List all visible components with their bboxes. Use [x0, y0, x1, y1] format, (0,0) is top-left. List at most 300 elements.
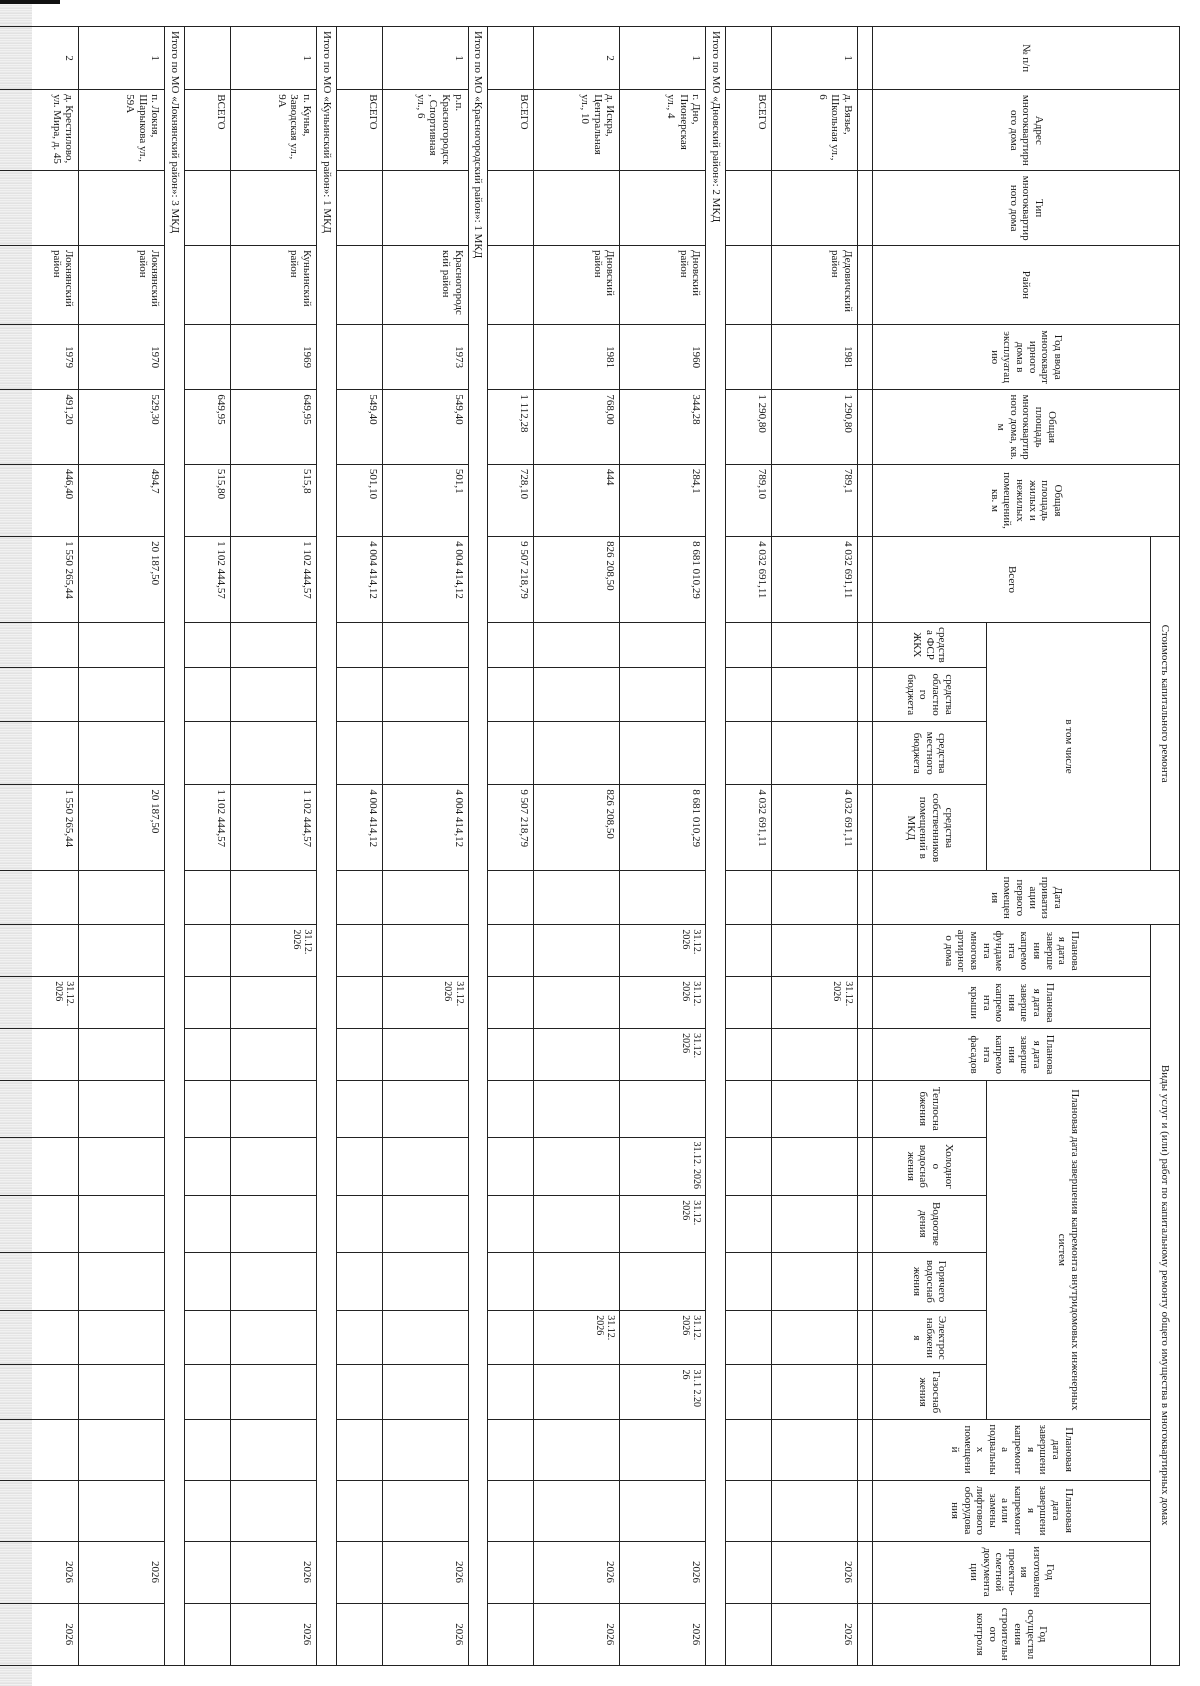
- cell-total: 4 004 414,12: [336, 537, 382, 623]
- cell-year: 1981: [772, 324, 858, 389]
- cell-local: [336, 722, 382, 785]
- cell-basement: [231, 1419, 317, 1480]
- cell-heat: [336, 1081, 382, 1137]
- cell-total: 4 032 691,11: [772, 537, 858, 623]
- cell-elevator: [0, 1480, 79, 1541]
- cell-facade: [336, 1029, 382, 1081]
- corner-mark: [0, 0, 60, 4]
- cell-address: д. Крестилово, ул. Мира, д. 45: [0, 90, 79, 171]
- cell-hotwater: [620, 1252, 706, 1311]
- cell-coldwater: [382, 1137, 468, 1196]
- cell-district: [336, 245, 382, 324]
- cell-hotwater: [336, 1252, 382, 1311]
- header-type: Тип многоквартирного дома: [873, 171, 1180, 245]
- group-label: Итого по МО «Красногородский район»: 1 МКД: [468, 27, 488, 1666]
- cell-hotwater: [231, 1252, 317, 1311]
- cell-facade: [488, 1029, 534, 1081]
- cell-facade: 31.12. 2026: [620, 1029, 706, 1081]
- cell-privatization: [488, 871, 534, 925]
- cell-area-total: 1 290,80: [772, 390, 858, 464]
- cell-privatization: [185, 871, 231, 925]
- cell-foundation: [534, 925, 620, 977]
- cell-regional: [534, 668, 620, 722]
- header-electric: Электроснабжения: [873, 1311, 987, 1365]
- cell-year: [726, 324, 772, 389]
- cell-address: д. Вязье, Школьная ул., 6: [772, 90, 858, 171]
- cell-no: 1: [79, 27, 165, 90]
- cell-facade: [0, 1029, 79, 1081]
- table-row: [79, 27, 165, 1666]
- cell-design-year: 2026: [0, 1541, 79, 1603]
- cell-area-total: 549,40: [382, 390, 468, 464]
- header-owners: средства собственников помещений в МКД: [873, 785, 987, 871]
- cell-roof: [185, 977, 231, 1029]
- cell-type: [185, 171, 231, 245]
- cell-address: п. Локня, Шарыкова ул., 59А: [79, 90, 165, 171]
- cell-design-year: [488, 1541, 534, 1603]
- cell-fund: [488, 622, 534, 667]
- table-row: [620, 27, 706, 1666]
- group-label: Итого по МО «Куньинский район»: 1 МКД: [317, 27, 337, 1666]
- cell-area-premises: 446,40: [0, 464, 79, 536]
- cell-sewer: [772, 1196, 858, 1252]
- cell-total: 1 102 444,57: [185, 537, 231, 623]
- group-label: Итого по МО «Дновский район»: 2 МКД: [706, 27, 726, 1666]
- cell-type: [382, 171, 468, 245]
- cell-heat: [488, 1081, 534, 1137]
- cell-roof: 31.12. 2026: [382, 977, 468, 1029]
- cell-basement: [336, 1419, 382, 1480]
- cell-coldwater: [534, 1137, 620, 1196]
- cell-fund: [534, 622, 620, 667]
- cell-area-premises: 515,80: [185, 464, 231, 536]
- cell-sewer: [336, 1196, 382, 1252]
- cell-address: ВСЕГО: [726, 90, 772, 171]
- header-roof: Плановая дата завершения капремонта крыши: [873, 977, 1151, 1029]
- cell-electric: [0, 1311, 79, 1365]
- cell-year: 1979: [0, 324, 79, 389]
- cell-owners: 1 102 444,57: [185, 785, 231, 871]
- header-design-year: Год изготовления проектно-сметной документации: [873, 1541, 1151, 1603]
- cell-foundation: [185, 925, 231, 977]
- cell-gas: [488, 1365, 534, 1419]
- cell-area-premises: 789,1: [772, 464, 858, 536]
- cell-fund: [79, 622, 165, 667]
- cell-gas: [772, 1365, 858, 1419]
- cell-address: д. Искра, Центральная ул., 10: [534, 90, 620, 171]
- cell-heat: [185, 1081, 231, 1137]
- table-row: [231, 27, 317, 1666]
- cell-elevator: [336, 1480, 382, 1541]
- cell-year: 1973: [382, 324, 468, 389]
- cell-area-total: 649,95: [231, 390, 317, 464]
- cell-fund: [382, 622, 468, 667]
- cell-local: [620, 722, 706, 785]
- cell-sewer: 31.12. 2026: [620, 1196, 706, 1252]
- cell-privatization: [726, 871, 772, 925]
- cell-total: 1 102 444,57: [231, 537, 317, 623]
- header-local: средства местного бюджета: [873, 722, 987, 785]
- cell-district: [726, 245, 772, 324]
- cell-facade: [382, 1029, 468, 1081]
- cell-coldwater: 31.12. 2026: [620, 1137, 706, 1196]
- cell-type: [772, 171, 858, 245]
- cell-gas: [0, 1365, 79, 1419]
- cell-privatization: [620, 871, 706, 925]
- cell-gas: [726, 1365, 772, 1419]
- cell-privatization: [79, 871, 165, 925]
- cell-foundation: [336, 925, 382, 977]
- cell-roof: 31.12. 2026: [772, 977, 858, 1029]
- cell-area-premises: 444: [534, 464, 620, 536]
- register-body: [0, 27, 858, 1666]
- cell-no: 1: [231, 27, 317, 90]
- cell-foundation: [772, 925, 858, 977]
- cell-hotwater: [726, 1252, 772, 1311]
- cell-no: [488, 27, 534, 90]
- cell-regional: [231, 668, 317, 722]
- cell-control-year: [336, 1603, 382, 1665]
- cell-district: Куньинский район: [231, 245, 317, 324]
- cell-district: [488, 245, 534, 324]
- cell-area-total: 344,28: [620, 390, 706, 464]
- cell-electric: [488, 1311, 534, 1365]
- cell-foundation: [382, 925, 468, 977]
- cell-design-year: [185, 1541, 231, 1603]
- cell-elevator: [534, 1480, 620, 1541]
- header-elevator: Плановая дата завершения капремонта или замены лифтового оборудования: [873, 1480, 1151, 1541]
- cell-gas: [382, 1365, 468, 1419]
- cell-regional: [620, 668, 706, 722]
- cell-heat: [620, 1081, 706, 1137]
- cell-basement: [382, 1419, 468, 1480]
- cell-control-year: [726, 1603, 772, 1665]
- header-district: Район: [873, 245, 1180, 324]
- cell-no: 2: [534, 27, 620, 90]
- cell-fund: [620, 622, 706, 667]
- cell-owners: 20 187,50: [79, 785, 165, 871]
- header-works-group: Виды услуг и (или) работ по капитальному ремонту общего имущества в многоквартирных домах: [1151, 925, 1180, 1666]
- cell-owners: 4 004 414,12: [382, 785, 468, 871]
- cell-district: Дновский район: [534, 245, 620, 324]
- cell-roof: [231, 977, 317, 1029]
- cell-owners: 8 681 010,29: [620, 785, 706, 871]
- cell-area-total: 529,30: [79, 390, 165, 464]
- cell-sewer: [231, 1196, 317, 1252]
- cell-regional: [336, 668, 382, 722]
- cell-basement: [620, 1419, 706, 1480]
- header-coldwater: Холодного водоснабжения: [873, 1137, 987, 1196]
- cell-type: [0, 171, 79, 245]
- cell-regional: [79, 668, 165, 722]
- cell-heat: [231, 1081, 317, 1137]
- cell-no: 1: [772, 27, 858, 90]
- cell-facade: [185, 1029, 231, 1081]
- cell-heat: [534, 1081, 620, 1137]
- cell-coldwater: [79, 1137, 165, 1196]
- header-fund: средства ФСР ЖКХ: [873, 622, 987, 667]
- cell-electric: 31.12. 2026: [620, 1311, 706, 1365]
- cell-area-premises: 515,8: [231, 464, 317, 536]
- cell-local: [534, 722, 620, 785]
- cell-total: 4 032 691,11: [726, 537, 772, 623]
- cell-owners: 4 032 691,11: [726, 785, 772, 871]
- cell-basement: [185, 1419, 231, 1480]
- cell-area-total: 1 290,80: [726, 390, 772, 464]
- cell-facade: [231, 1029, 317, 1081]
- cell-total: 826 208,50: [534, 537, 620, 623]
- cell-facade: [726, 1029, 772, 1081]
- cell-address: ВСЕГО: [185, 90, 231, 171]
- cell-area-premises: 728,10: [488, 464, 534, 536]
- cell-type: [534, 171, 620, 245]
- cell-hotwater: [185, 1252, 231, 1311]
- cell-basement: [726, 1419, 772, 1480]
- cell-elevator: [726, 1480, 772, 1541]
- cell-elevator: [772, 1480, 858, 1541]
- cell-basement: [488, 1419, 534, 1480]
- cell-area-total: 549,40: [336, 390, 382, 464]
- cell-coldwater: [488, 1137, 534, 1196]
- cell-owners: 1 102 444,57: [231, 785, 317, 871]
- cell-fund: [726, 622, 772, 667]
- cell-owners: 4 032 691,11: [772, 785, 858, 871]
- cell-area-total: 1 112,28: [488, 390, 534, 464]
- cell-year: [336, 324, 382, 389]
- header-total: Всего: [873, 537, 1151, 623]
- cell-roof: 31.12. 2026: [0, 977, 79, 1029]
- cell-total: 20 187,50: [79, 537, 165, 623]
- cell-roof: [534, 977, 620, 1029]
- group-row: [317, 27, 337, 1666]
- cell-regional: [382, 668, 468, 722]
- cell-heat: [79, 1081, 165, 1137]
- cell-type: [336, 171, 382, 245]
- cell-regional: [0, 668, 79, 722]
- cell-fund: [772, 622, 858, 667]
- cell-total: 1 550 265,44: [0, 537, 79, 623]
- cell-gas: 31.1 2.20 26: [620, 1365, 706, 1419]
- cell-district: Дновский район: [620, 245, 706, 324]
- cell-gas: [336, 1365, 382, 1419]
- cell-type: [620, 171, 706, 245]
- cell-area-total: 768,00: [534, 390, 620, 464]
- cell-district: [185, 245, 231, 324]
- cell-hotwater: [0, 1252, 79, 1311]
- cell-sewer: [0, 1196, 79, 1252]
- header-gas: Газоснабжения: [873, 1365, 987, 1419]
- cell-sewer: [79, 1196, 165, 1252]
- cell-elevator: [185, 1480, 231, 1541]
- cell-no: [336, 27, 382, 90]
- cell-heat: [726, 1081, 772, 1137]
- cell-privatization: [231, 871, 317, 925]
- cell-hotwater: [79, 1252, 165, 1311]
- cell-control-year: 2026: [620, 1603, 706, 1665]
- cell-electric: [726, 1311, 772, 1365]
- cell-fund: [185, 622, 231, 667]
- cell-control-year: [79, 1603, 165, 1665]
- cell-fund: [231, 622, 317, 667]
- cell-local: [185, 722, 231, 785]
- cell-basement: [79, 1419, 165, 1480]
- cell-basement: [0, 1419, 79, 1480]
- cell-year: 1981: [534, 324, 620, 389]
- cell-basement: [534, 1419, 620, 1480]
- cell-regional: [185, 668, 231, 722]
- cell-regional: [488, 668, 534, 722]
- cell-facade: [534, 1029, 620, 1081]
- cell-privatization: [772, 871, 858, 925]
- cell-foundation: [0, 925, 79, 977]
- cell-type: [79, 171, 165, 245]
- header-year: Год ввода многоквартирного дома в эксплуатацию: [873, 324, 1180, 389]
- cell-heat: [382, 1081, 468, 1137]
- group-row: [165, 27, 185, 1666]
- repair-register-table: [0, 26, 1180, 1666]
- cell-foundation: 31.12. 2026: [620, 925, 706, 977]
- cell-sewer: [185, 1196, 231, 1252]
- cell-address: п. Кунья, Заводская ул., 9А: [231, 90, 317, 171]
- cell-elevator: [488, 1480, 534, 1541]
- cell-electric: [772, 1311, 858, 1365]
- cell-year: 1969: [231, 324, 317, 389]
- cell-owners: 826 208,50: [534, 785, 620, 871]
- cell-no: [185, 27, 231, 90]
- cell-design-year: [726, 1541, 772, 1603]
- cell-electric: 31.12. 2026: [534, 1311, 620, 1365]
- cell-local: [79, 722, 165, 785]
- cell-area-premises: 501,1: [382, 464, 468, 536]
- cell-control-year: 2026: [772, 1603, 858, 1665]
- cell-owners: 4 004 414,12: [336, 785, 382, 871]
- cell-total: 9 507 218,79: [488, 537, 534, 623]
- page-frame: [50, 26, 1180, 1666]
- cell-design-year: 2026: [620, 1541, 706, 1603]
- cell-heat: [0, 1081, 79, 1137]
- cell-year: [488, 324, 534, 389]
- rotated-sheet: [50, 26, 1180, 1666]
- cell-foundation: 31.12. 2026: [231, 925, 317, 977]
- cell-coldwater: [0, 1137, 79, 1196]
- cell-district: Красногородский район: [382, 245, 468, 324]
- cell-electric: [382, 1311, 468, 1365]
- cell-hotwater: [382, 1252, 468, 1311]
- cell-hotwater: [772, 1252, 858, 1311]
- cell-gas: [79, 1365, 165, 1419]
- group-label: Итого по МО «Локнянский район»: 3 МКД: [165, 27, 185, 1666]
- cell-coldwater: [726, 1137, 772, 1196]
- cell-no: 1: [382, 27, 468, 90]
- cell-coldwater: [231, 1137, 317, 1196]
- cell-roof: [488, 977, 534, 1029]
- cell-regional: [726, 668, 772, 722]
- header-foundation: Плановая дата завершения капремонта фундамента многоквартирного дома: [873, 925, 1151, 977]
- cell-heat: [772, 1081, 858, 1137]
- cell-design-year: 2026: [79, 1541, 165, 1603]
- cell-local: [726, 722, 772, 785]
- cell-type: [231, 171, 317, 245]
- cell-roof: [336, 977, 382, 1029]
- cell-elevator: [382, 1480, 468, 1541]
- cell-design-year: 2026: [231, 1541, 317, 1603]
- cell-privatization: [534, 871, 620, 925]
- cell-owners: 1 550 265,44: [0, 785, 79, 871]
- cell-area-premises: 501,10: [336, 464, 382, 536]
- cell-local: [772, 722, 858, 785]
- cell-sewer: [488, 1196, 534, 1252]
- header-sewer: Водоотведения: [873, 1196, 987, 1252]
- cell-coldwater: [185, 1137, 231, 1196]
- header-area-premises: Общая площадь жилых и нежилых помещений, кв. м: [873, 464, 1180, 536]
- cell-address: ВСЕГО: [488, 90, 534, 171]
- cell-gas: [231, 1365, 317, 1419]
- cell-area-total: 649,95: [185, 390, 231, 464]
- cell-design-year: [336, 1541, 382, 1603]
- header-address: Адрес многоквартирного дома: [873, 90, 1180, 171]
- header-privatization: Дата приватизации первого помещения: [873, 871, 1180, 925]
- cell-privatization: [0, 871, 79, 925]
- cell-elevator: [231, 1480, 317, 1541]
- header-cost-group: Стоимость капитального ремонта: [1151, 537, 1180, 871]
- header-basement: Плановая дата завершения капремонта подвальных помещений: [873, 1419, 1151, 1480]
- table-row: [534, 27, 620, 1666]
- header-systems-group: Плановая дата завершения капремонта внутридомовых инженерных систем: [986, 1081, 1150, 1420]
- cell-control-year: 2026: [231, 1603, 317, 1665]
- cell-type: [726, 171, 772, 245]
- cell-privatization: [382, 871, 468, 925]
- cell-elevator: [79, 1480, 165, 1541]
- table-row: [772, 27, 858, 1666]
- cell-coldwater: [336, 1137, 382, 1196]
- header-facade: Плановая дата завершения капремонта фасадов: [873, 1029, 1151, 1081]
- cell-facade: [79, 1029, 165, 1081]
- cell-local: [488, 722, 534, 785]
- cell-district: Дедовичский район: [772, 245, 858, 324]
- header-regional: средства областного бюджета: [873, 668, 987, 722]
- cell-electric: [185, 1311, 231, 1365]
- cell-address: р.п. Красногородск, Спортивная ул., 6: [382, 90, 468, 171]
- cell-control-year: [488, 1603, 534, 1665]
- cell-year: 1970: [79, 324, 165, 389]
- cell-roof: [79, 977, 165, 1029]
- cell-control-year: [185, 1603, 231, 1665]
- cell-gas: [185, 1365, 231, 1419]
- cell-facade: [772, 1029, 858, 1081]
- cell-hotwater: [488, 1252, 534, 1311]
- header-control-year: Год осуществления строительного контроля: [873, 1603, 1151, 1665]
- total-row: [336, 27, 382, 1666]
- cell-year: [185, 324, 231, 389]
- cell-electric: [231, 1311, 317, 1365]
- cell-fund: [336, 622, 382, 667]
- table-row: [382, 27, 468, 1666]
- cell-electric: [336, 1311, 382, 1365]
- cell-district: Локнянский район: [0, 245, 79, 324]
- cell-hotwater: [534, 1252, 620, 1311]
- cell-foundation: [488, 925, 534, 977]
- total-row: [488, 27, 534, 1666]
- cell-regional: [772, 668, 858, 722]
- cell-sewer: [726, 1196, 772, 1252]
- cell-design-year: 2026: [382, 1541, 468, 1603]
- header-incl: в том числе: [986, 622, 1150, 870]
- cell-design-year: 2026: [772, 1541, 858, 1603]
- cell-fund: [0, 622, 79, 667]
- cell-local: [382, 722, 468, 785]
- group-row: [706, 27, 726, 1666]
- cell-foundation: [726, 925, 772, 977]
